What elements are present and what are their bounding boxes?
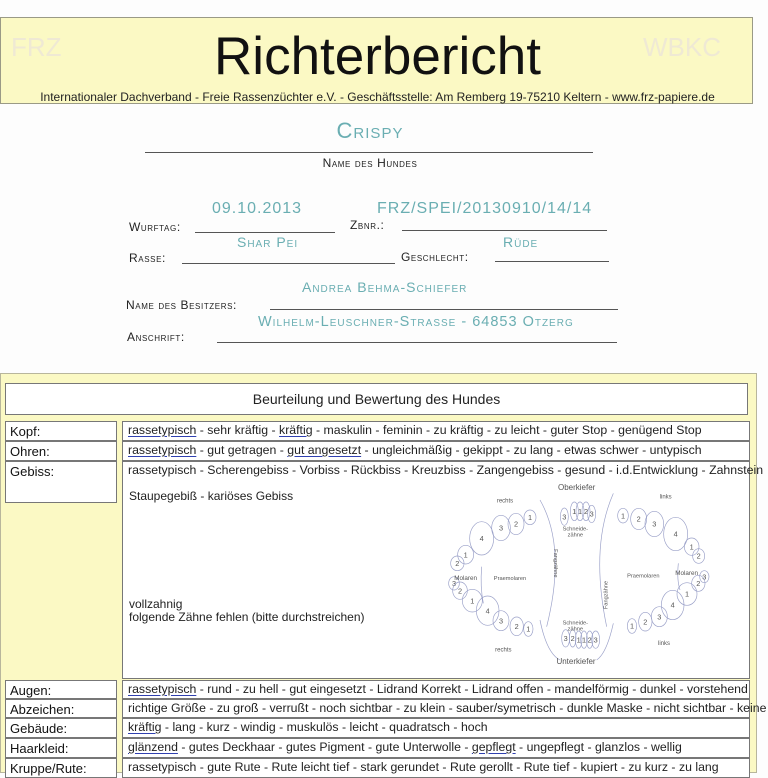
tooth-number: 1 bbox=[572, 507, 577, 516]
option[interactable]: maskulin bbox=[323, 423, 373, 437]
option[interactable]: zu kräftig bbox=[433, 423, 484, 437]
row-label: Gebäude: bbox=[5, 718, 117, 738]
anschrift-label: Anschrift: bbox=[127, 330, 185, 344]
watermark-wbkc: WBKC bbox=[643, 32, 721, 62]
option[interactable]: verrußt bbox=[269, 701, 309, 715]
geschlecht-value: Rüde bbox=[503, 234, 539, 250]
geschlecht-line bbox=[495, 261, 609, 262]
row-options: rassetypisch - Scherengebiss - Vorbiss - Rückbiss - Kreuzbiss - Zangengebiss - gesund - i.d.Entwicklung - Zahnstein Staupegebiß - kariöses Gebiss vollzahnig folgende Zähne fehlen (bitte durchstreichen) bbox=[122, 461, 750, 679]
option[interactable]: quadratsch bbox=[389, 720, 450, 734]
option[interactable]: rassetypisch bbox=[128, 463, 197, 477]
option[interactable]: Vorbiss bbox=[299, 463, 340, 477]
incisors-label-lower-2: zähne bbox=[567, 626, 584, 633]
option[interactable]: gekippt bbox=[462, 443, 503, 457]
option[interactable]: gut eingesetzt bbox=[289, 682, 366, 696]
evaluation-heading: Beurteilung und Bewertung des Hundes bbox=[5, 383, 748, 415]
tooth-number: 3 bbox=[498, 523, 504, 533]
option[interactable]: gute Unterwolle bbox=[375, 740, 461, 754]
option[interactable]: stark gerundet bbox=[360, 760, 440, 774]
right-label-upper: rechts bbox=[496, 498, 514, 505]
premolars-label-right: Praemolaren bbox=[493, 576, 527, 582]
option[interactable]: gutes Pigment bbox=[285, 740, 365, 754]
option[interactable]: genügend Stop bbox=[618, 423, 702, 437]
row-label: Ohren: bbox=[5, 441, 117, 461]
row-options: rassetypisch - rund - zu hell - gut eingesetzt - Lidrand Korrekt - Lidrand offen - mandelförmig - dunkel - vorstehend bbox=[122, 680, 750, 699]
row-label: Haarkleid: bbox=[5, 738, 117, 758]
option[interactable]: gut getragen bbox=[207, 443, 277, 457]
tooth-number: 3 bbox=[702, 572, 707, 582]
rasse-line bbox=[182, 263, 395, 264]
option[interactable]: zu hell bbox=[242, 682, 279, 696]
tooth-number: 1 bbox=[689, 542, 694, 552]
option[interactable]: Lidrand offen bbox=[471, 682, 544, 696]
tooth-number: 1 bbox=[620, 511, 626, 521]
selected-option[interactable]: kräftig bbox=[279, 423, 313, 437]
tooth-number: 1 bbox=[577, 507, 583, 516]
gebiss-line3: vollzahnig bbox=[129, 597, 183, 611]
option[interactable]: muskulös bbox=[286, 720, 339, 734]
upper-jaw-label: Oberkiefer bbox=[557, 483, 596, 492]
option[interactable]: zu leicht bbox=[494, 423, 540, 437]
option[interactable]: dunkel bbox=[639, 682, 677, 696]
canine-lower-left bbox=[597, 623, 614, 660]
option[interactable]: Rückbiss bbox=[350, 463, 401, 477]
row-label: Abzeichen: bbox=[5, 699, 117, 718]
option[interactable]: gesund bbox=[564, 463, 606, 477]
option[interactable]: zu kurz bbox=[628, 760, 669, 774]
option[interactable]: untypisch bbox=[649, 443, 702, 457]
row-label: Kopf: bbox=[5, 421, 117, 441]
tooth-number: 2 bbox=[583, 507, 589, 516]
row-options: rassetypisch - gut getragen - gut angesetzt - ungleichmäßig - gekippt - zu lang - etwas schwer - untypisch bbox=[122, 441, 750, 461]
tooth-number: 4 bbox=[485, 606, 490, 616]
option[interactable]: nicht sichtbar bbox=[653, 701, 727, 715]
wurftag-label: Wurftag: bbox=[129, 220, 181, 234]
row-options: glänzend - gutes Deckhaar - gutes Pigment - gute Unterwolle - gepflegt - ungepflegt - glanzlos - wellig bbox=[122, 738, 750, 758]
tooth-number: 3 bbox=[589, 509, 594, 519]
anschrift-value: Wilhelm-Leuschner-Strasse - 64853 Otzerg bbox=[258, 314, 574, 330]
gebiss-line2: Staupegebiß - kariöses Gebiss bbox=[129, 489, 294, 503]
tooth-number: 1 bbox=[526, 624, 531, 634]
left-label-upper: links bbox=[659, 494, 672, 501]
incisors-label-upper-2: zähne bbox=[567, 532, 584, 539]
option[interactable]: sauber/symetrisch bbox=[456, 701, 556, 715]
tooth-number: 2 bbox=[513, 519, 519, 529]
tooth-number: 3 bbox=[652, 519, 657, 529]
option[interactable]: leicht bbox=[349, 720, 379, 734]
option[interactable]: Zahnstein bbox=[709, 463, 764, 477]
rasse-label: Rasse: bbox=[129, 251, 166, 265]
option[interactable]: rund bbox=[207, 682, 232, 696]
wurftag-line bbox=[195, 232, 335, 233]
option[interactable]: gute Rute bbox=[207, 760, 261, 774]
tooth-number: 2 bbox=[455, 559, 460, 568]
option[interactable]: wellig bbox=[651, 740, 682, 754]
option[interactable]: richtige Größe bbox=[128, 701, 206, 715]
premolars-label-left: Praemolaren bbox=[627, 573, 660, 580]
selected-option[interactable]: gepflegt bbox=[471, 740, 516, 754]
tooth-number: 1 bbox=[629, 621, 635, 631]
option[interactable]: zu lang bbox=[678, 760, 719, 774]
besitzer-label: Name des Besitzers: bbox=[126, 298, 237, 312]
lower-jaw-label: Unterkiefer bbox=[556, 657, 596, 666]
tooth-number: 1 bbox=[581, 635, 587, 645]
zbnr-label: Zbnr.: bbox=[350, 218, 385, 232]
geschlecht-label: Geschlecht: bbox=[401, 250, 469, 264]
tooth-number: 2 bbox=[587, 635, 592, 645]
tooth-number: 1 bbox=[470, 596, 475, 606]
row-label: Kruppe/Rute: bbox=[5, 758, 117, 778]
tooth-number: 2 bbox=[636, 514, 641, 524]
option[interactable]: noch sichtbar bbox=[319, 701, 393, 715]
organization-info: Internationaler Dachverband - Freie Rassenzüchter e.V. - Geschäftsstelle: Am Remberg 19-75210 Keltern - www.frz-papiere.de bbox=[40, 90, 715, 104]
option[interactable]: kurz bbox=[206, 720, 230, 734]
molars-label-right: Molaren bbox=[454, 575, 478, 582]
option[interactable]: mandelförmig bbox=[554, 682, 629, 696]
gebiss-line4: folgende Zähne fehlen (bitte durchstreichen) bbox=[129, 610, 365, 624]
tooth-number: 2 bbox=[696, 551, 701, 561]
selected-option[interactable]: glänzend bbox=[128, 740, 178, 754]
incisors-label-upper: Schneide- bbox=[562, 526, 589, 533]
option[interactable]: Kreuzbiss bbox=[411, 463, 466, 477]
page-title: Richterbericht bbox=[214, 27, 541, 86]
selected-option[interactable]: rassetypisch bbox=[128, 423, 197, 437]
left-label-lower: links bbox=[657, 641, 671, 647]
option[interactable]: guter Stop bbox=[550, 423, 608, 437]
tooth-number: 2 bbox=[696, 579, 701, 588]
besitzer-value: Andrea Behma-Schiefer bbox=[302, 279, 468, 295]
row-options: rassetypisch - gute Rute - Rute leicht tief - stark gerundet - Rute gerollt - Rute tief - kupiert - zu kurz - zu lang bbox=[122, 758, 750, 778]
tooth-number: 2 bbox=[457, 586, 463, 596]
option[interactable]: Zangengebiss bbox=[476, 463, 554, 477]
tooth-number: 1 bbox=[463, 550, 468, 560]
option[interactable]: zu groß bbox=[216, 701, 259, 715]
tooth-number: 3 bbox=[451, 579, 457, 588]
header-banner bbox=[0, 17, 753, 104]
tooth-number: 3 bbox=[657, 612, 662, 622]
row-label: Gebiss: bbox=[5, 461, 117, 503]
selected-option[interactable]: gut angesetzt bbox=[287, 443, 362, 457]
option[interactable]: windig bbox=[240, 720, 276, 734]
tooth-number: 3 bbox=[562, 512, 567, 522]
row-label: Augen: bbox=[5, 680, 117, 699]
option[interactable]: Rute tief bbox=[523, 760, 570, 774]
option[interactable]: zu klein bbox=[403, 701, 446, 715]
arch-right bbox=[481, 567, 483, 604]
option[interactable]: etwas schwer bbox=[564, 443, 639, 457]
option[interactable]: sehr kräftig bbox=[207, 423, 269, 437]
dog-name-label: Name des Hundes bbox=[322, 156, 418, 170]
row-options: rassetypisch - sehr kräftig - kräftig - maskulin - feminin - zu kräftig - zu leicht - guter Stop - genügend Stop bbox=[122, 421, 750, 441]
option[interactable]: keine bbox=[737, 701, 767, 715]
option[interactable]: feminin bbox=[382, 423, 423, 437]
tooth-number: 4 bbox=[673, 529, 678, 539]
zbnr-value: FRZ/SPEI/20130910/14/14 bbox=[377, 200, 593, 217]
option[interactable]: Rute leicht tief bbox=[271, 760, 350, 774]
dental-chart bbox=[440, 480, 720, 670]
dog-name-line bbox=[145, 152, 593, 153]
tooth-number: 2 bbox=[514, 622, 519, 631]
option[interactable]: i.d.Entwicklung bbox=[616, 463, 699, 477]
tooth-number: 1 bbox=[576, 635, 581, 645]
watermark-frz: FRZ bbox=[11, 32, 62, 62]
canines-label-left: Fangzähne bbox=[603, 580, 610, 610]
tooth-number: 1 bbox=[684, 589, 690, 599]
anschrift-line bbox=[217, 342, 617, 343]
tooth-number: 3 bbox=[563, 634, 568, 643]
option[interactable]: dunkle Maske bbox=[566, 701, 643, 715]
selected-option[interactable]: rassetypisch bbox=[128, 443, 197, 457]
option[interactable]: ungleichmäßig bbox=[372, 443, 453, 457]
tooth-number: 3 bbox=[593, 635, 598, 645]
option[interactable]: Scherengebiss bbox=[207, 463, 289, 477]
row-options: richtige Größe - zu groß - verrußt - noch sichtbar - zu klein - sauber/symetrisch - dunkle Maske - nicht sichtbar - keine bbox=[122, 699, 750, 718]
tooth-number: 3 bbox=[498, 616, 504, 626]
rasse-value: Shar Pei bbox=[237, 234, 299, 250]
canines-label-right: Fangzähne bbox=[552, 549, 558, 578]
option[interactable]: lang bbox=[172, 720, 196, 734]
tooth-number: 4 bbox=[670, 600, 675, 610]
tooth-number: 2 bbox=[643, 617, 648, 627]
canine-lower-right bbox=[540, 620, 560, 660]
option[interactable]: rassetypisch bbox=[128, 760, 197, 774]
selected-option[interactable]: kräftig bbox=[128, 720, 162, 734]
option[interactable]: ungepflegt bbox=[526, 740, 585, 754]
incisors-label-lower: Schneide- bbox=[562, 620, 589, 627]
option[interactable]: glanzlos bbox=[594, 740, 641, 754]
right-label-lower: rechts bbox=[495, 647, 512, 654]
option[interactable]: gutes Deckhaar bbox=[188, 740, 275, 754]
option[interactable]: hoch bbox=[460, 720, 488, 734]
wurftag-value: 09.10.2013 bbox=[212, 200, 303, 217]
selected-option[interactable]: rassetypisch bbox=[128, 682, 197, 696]
dog-name-value: Crispy bbox=[336, 118, 404, 143]
option[interactable]: zu lang bbox=[513, 443, 554, 457]
tooth-number: 1 bbox=[527, 513, 533, 522]
row-options: kräftig - lang - kurz - windig - muskulös - leicht - quadratsch - hoch bbox=[122, 718, 750, 738]
zbnr-line bbox=[402, 230, 607, 231]
option[interactable]: vorstehend bbox=[687, 682, 748, 696]
besitzer-line bbox=[270, 309, 618, 310]
option[interactable]: Lidrand Korrekt bbox=[376, 682, 461, 696]
molars-label-left: Molaren bbox=[675, 570, 699, 577]
tooth-number: 2 bbox=[570, 634, 575, 643]
tooth-number: 4 bbox=[479, 534, 484, 543]
option[interactable]: kupiert bbox=[580, 760, 618, 774]
option[interactable]: Rute gerollt bbox=[449, 760, 513, 774]
